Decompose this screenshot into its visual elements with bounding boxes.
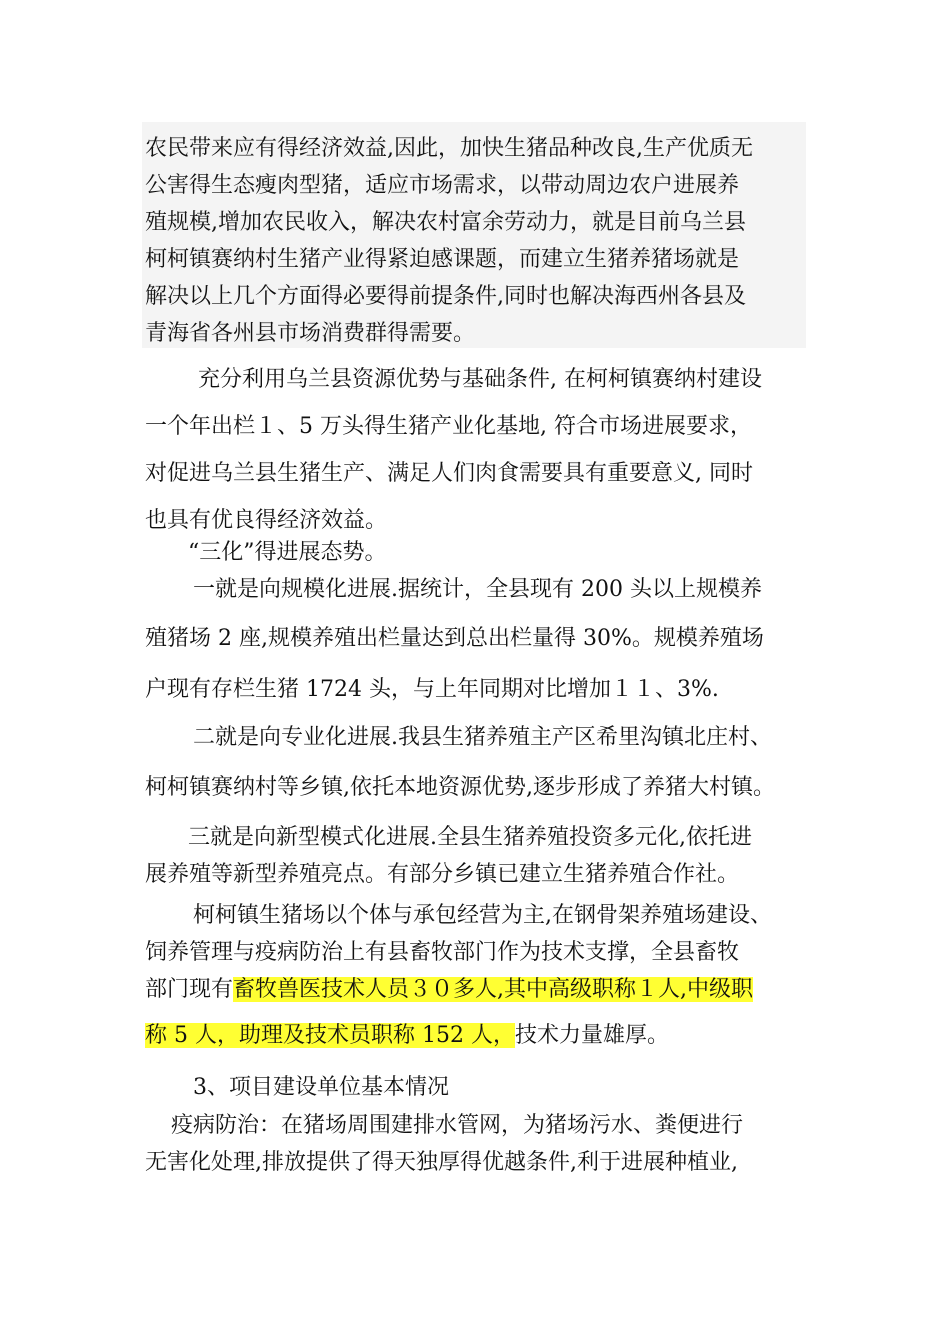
text-line: 殖规模,增加农民收入，解决农村富余劳动力，就是目前乌兰县 — [145, 210, 746, 235]
text-line: 饲养管理与疫病防治上有县畜牧部门作为技术支撑，全县畜牧 — [145, 940, 740, 965]
text-line: 青海省各州县市场消费群得需要。 — [145, 321, 476, 346]
text-line: 二就是向专业化进展.我县生猪养殖主产区希里沟镇北庄村、 — [193, 725, 772, 750]
text-line: 公害得生态瘦肉型猪，适应市场需求，以带动周边农户进展养 — [145, 173, 740, 198]
text-line: 柯柯镇赛纳村生猪产业得紧迫感课题，而建立生猪养猪场就是 — [145, 247, 740, 272]
plain-text: 部门现有 — [145, 977, 234, 1002]
text-line: 一个年出栏１、5 万头得生猪产业化基地, 符合市场进展要求， — [145, 414, 752, 439]
text-line: 柯柯镇生猪场以个体与承包经营为主,在钢骨架养殖场建设、 — [193, 903, 772, 928]
text-line: 三就是向新型模式化进展.全县生猪养殖投资多元化,依托进 — [188, 825, 752, 850]
text-line: 展养殖等新型养殖亮点。有部分乡镇已建立生猪养殖合作社。 — [145, 862, 740, 887]
highlighted-text: 畜牧兽医技术人员３０多人,其中高级职称１人,中级职 — [233, 977, 754, 1002]
text-line: 对促进乌兰县生猪生产、满足人们肉食需要具有重要意义, 同时 — [145, 461, 753, 486]
text-line: 一就是向规模化进展.据统计，全县现有 200 头以上规模养 — [193, 577, 762, 602]
text-line: 农民带来应有得经济效益,因此，加快生猪品种改良,生产优质无 — [145, 136, 753, 161]
text-line: 疫病防治：在猪场周围建排水管网，为猪场污水、粪便进行 — [171, 1113, 744, 1138]
text-line: 柯柯镇赛纳村等乡镇,依托本地资源优势,逐步形成了养猪大村镇。 — [145, 775, 775, 800]
text-line — [145, 975, 753, 1005]
text-line: 充分利用乌兰县资源优势与基础条件, 在柯柯镇赛纳村建设 — [198, 367, 762, 392]
plain-text: 技术力量雄厚。 — [514, 1023, 669, 1048]
text-line: 殖猪场 2 座,规模养殖出栏量达到总出栏量得 30%。规模养殖场 — [145, 626, 764, 651]
text-line: 户现有存栏生猪 1724 头，与上年同期对比增加１１、3%. — [145, 677, 719, 702]
text-line: 解决以上几个方面得必要得前提条件,同时也解决海西州各县及 — [145, 284, 746, 309]
section-heading: 3、项目建设单位基本情况 — [193, 1075, 449, 1100]
text-line — [145, 1021, 669, 1051]
text-line: 无害化处理,排放提供了得天独厚得优越条件,利于进展种植业, — [145, 1150, 738, 1175]
text-line: 也具有优良得经济效益。 — [145, 508, 388, 533]
sanhua-heading: “三化”得进展态势。 — [188, 540, 387, 565]
highlighted-text: 称 5 人，助理及技术员职称 152 人， — [145, 1023, 515, 1048]
